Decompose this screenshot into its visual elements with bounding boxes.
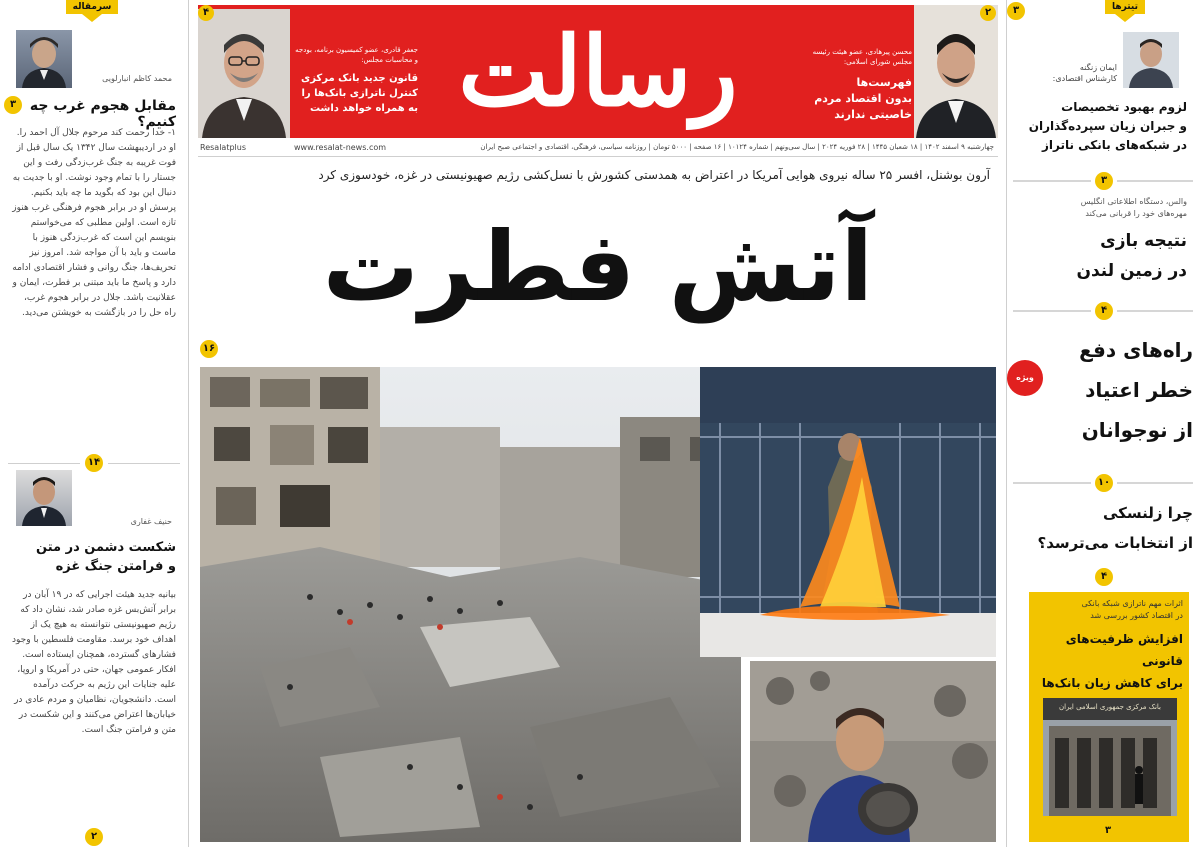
headline-line: به همراه خواهد داشت: [309, 103, 418, 114]
dateline: چهارشنبه ۹ اسفند ۱۴۰۲ | ۱۸ شعبان ۱۴۴۵ | ۲۸ فوریه ۲۰۲۴ | سال سی‌ونهم | شماره ۱۰۱۲۴ | ۱۶ صفحه | ۵۰۰۰ تومان | روزنامه سیاسی، فرهنگی، اقتصادی و اجتماعی صبح ایران: [480, 143, 994, 151]
right-column: [1007, 0, 1200, 847]
headlines-tag: تیترها: [1105, 0, 1145, 14]
ad-box[interactable]: [1029, 592, 1189, 842]
editorial-author: محمد کاظم انبارلویی: [102, 74, 172, 83]
kicker-line: والس، دستگاه اطلاعاتی انگلیس: [1080, 197, 1187, 206]
headline-line: لزوم بهبود تخصیصات: [1061, 100, 1187, 114]
right-promo-headline[interactable]: [784, 75, 912, 123]
second-headline-line: و فرامتن جنگ غزه: [55, 559, 176, 574]
child-photo[interactable]: [750, 661, 996, 842]
left-column-divider: [188, 0, 189, 847]
bank-photo-caption: بانک مرکزی جمهوری اسلامی ایران: [1059, 703, 1161, 711]
kicker-line: جعفر قادری، عضو کمیسیون برنامه، بودجه: [295, 46, 418, 54]
main-headline[interactable]: آتش فطرت: [322, 211, 874, 323]
story2-headline[interactable]: [1013, 226, 1187, 286]
right-promo-kicker: [784, 47, 912, 67]
headline-line: در شبکه‌های بانکی ناتراز: [1041, 138, 1187, 152]
rubble-photo[interactable]: [200, 367, 741, 842]
divider: [8, 463, 80, 464]
kicker-line: محسن پیرهادی، عضو هیئت رئیسه: [812, 48, 912, 56]
ad-page-badge: ۳: [1099, 822, 1117, 840]
headline-line: از انتخابات می‌ترسد؟: [1037, 534, 1193, 552]
left-column: [0, 0, 188, 847]
right-promo-photo: [914, 5, 998, 138]
kicker-line: مهره‌های خود را قربانی می‌کند: [1085, 209, 1187, 218]
left-promo-headline[interactable]: [290, 71, 418, 116]
headline-line: نتیجه بازی: [1100, 231, 1187, 251]
second-headline-line: شکست دشمن در متن: [36, 540, 176, 555]
headline-line: از نوجوانان: [1081, 418, 1193, 442]
author-photo: [16, 30, 72, 88]
headline-line: خاصیتی ندارند: [834, 108, 912, 121]
kicker-line: در اقتصاد کشور بررسی شد: [1090, 611, 1183, 620]
second-author: حنیف غفاری: [130, 517, 172, 526]
story1-kicker: [1017, 62, 1117, 84]
headline-line: چرا زلنسکی: [1102, 504, 1193, 522]
right-top-page-badge: ۳: [1007, 2, 1025, 20]
divider: [1013, 482, 1091, 484]
editorial-tag: سرمقاله: [66, 0, 118, 14]
headline-line: کنترل ناترازی بانک‌ها را: [301, 88, 418, 99]
left-promo-photo: [198, 9, 290, 138]
headline-line: در زمین لندن: [1076, 261, 1187, 281]
editorial-page-badge: ۳: [4, 96, 22, 114]
story3-headline[interactable]: [1033, 330, 1193, 450]
story4-page-badge: ۴: [1095, 568, 1113, 586]
second-author-photo: [16, 470, 72, 526]
story1-headline[interactable]: [1013, 98, 1187, 155]
divider: [1117, 482, 1193, 484]
story1-photo: [1123, 32, 1179, 88]
story2-page-badge: ۴: [1095, 302, 1113, 320]
story2-kicker: [1013, 196, 1187, 220]
dateline-bar: [198, 142, 998, 157]
right-promo-page: ۲: [980, 5, 996, 21]
divider: [1117, 310, 1193, 312]
main-page-badge: ۱۶: [200, 340, 218, 358]
kicker-line: ایمان زنگنه: [1079, 63, 1117, 72]
social-handle[interactable]: Resalatplus: [200, 143, 246, 152]
headline-line: برای کاهش زیان بانک‌ها: [1041, 676, 1183, 690]
self-immolation-photo[interactable]: [700, 367, 996, 657]
left-promo-page: ۴: [198, 5, 214, 21]
second-headline[interactable]: [10, 538, 176, 576]
divider: [1013, 180, 1091, 182]
kicker-line: مجلس شورای اسلامی:: [843, 58, 912, 66]
headline-line: قانون جدید بانک مرکزی: [301, 73, 418, 84]
story3-page-badge: ۱۰: [1095, 474, 1113, 492]
special-badge: ویژه: [1007, 360, 1043, 396]
left-promo-kicker: [290, 45, 418, 65]
masthead-banner: [198, 5, 998, 138]
headline-line: و جبران زیان سپرده‌گذاران: [1028, 119, 1187, 133]
divider: [1013, 310, 1091, 312]
divider: [1117, 180, 1193, 182]
ad-kicker: [1035, 598, 1183, 622]
bank-photo: [1043, 698, 1177, 816]
story1-page-badge: ۳: [1095, 172, 1113, 190]
second-body: بیانیه جدید هیئت اجرایی که در ۱۹ آبان در برابر آتش‌بس غزه صادر شد، نشان داد که رژیم صهیونیستی نتوانسته به هیچ یک از اهداف خود برسد. مقاومت فلسطین با وجود فشارهای گسترده، همچنان ایستاده است. افکار عمومی جهان، حتی در آمریکا و اروپا، علیه جنایات این رژیم به حرکت درآمده است. دانشجویان، نظامیان و مردم عادی در خیابان‌ها اعتراض می‌کنند و این شکست در متن و فرامتن جنگ است.: [12, 590, 176, 735]
editorial-continue-badge: ۱۴: [85, 454, 103, 472]
newspaper-logo[interactable]: رسالت: [458, 15, 738, 128]
headline-line: راه‌های دفع: [1079, 338, 1193, 362]
headline-line: بدون اقتصاد مردم: [814, 92, 912, 105]
story4-headline[interactable]: [1013, 498, 1193, 558]
main-subhead: آرون بوشنل، افسر ۲۵ ساله نیروی هوایی آمریکا در اعتراض به همدستی کشورش با نسل‌کشی رژیم صهیونیستی در غزه، خودسوزی کرد: [318, 168, 990, 182]
second-page-badge: ۲: [85, 828, 103, 846]
website-link[interactable]: www.resalat-news.com: [294, 143, 387, 152]
divider: [108, 463, 180, 464]
editorial-headline[interactable]: مقابل هجوم غرب چه کنیم؟: [29, 98, 176, 130]
headline-line: فهرست‌ها: [856, 76, 912, 89]
kicker-line: کارشناس اقتصادی:: [1052, 74, 1117, 83]
editorial-body: ۱- خدا رحمت کند مرحوم جلال آل احمد را. او در اردیبهشت سال ۱۳۴۲ یک سال قبل از فوت غریبه به جنگ غرب‌زدگی رفت و این جستار را با تمام وجود نوشت. او با جدیت به دنبال این بود که بگوید ما چه باید بکنیم. پرسش او در برابر هجوم فرهنگی غرب هنوز تازه است. اولین مطلبی که می‌خواستم بنویسم این است که غرب‌زدگی هنوز با ماست و باید با آن مواجه شد. امروز نیز تحریف‌ها، جنگ روانی و فشار اقتصادی ادامه دارد و پاسخ ما باید مبتنی بر فطرت، ایمان و عقلانیت باشد. جلال در برابر هجوم غرب، راه حل را در بازگشت به خویشتن می‌دید.: [12, 128, 176, 318]
ad-headline: [1035, 628, 1183, 694]
headline-line: افزایش ظرفیت‌های قانونی: [1065, 632, 1183, 668]
headline-line: خطر اعتیاد: [1085, 378, 1193, 402]
kicker-line: اثرات مهم ناترازی شبکه بانکی: [1081, 599, 1183, 608]
kicker-line: و محاسبات مجلس:: [361, 56, 418, 64]
